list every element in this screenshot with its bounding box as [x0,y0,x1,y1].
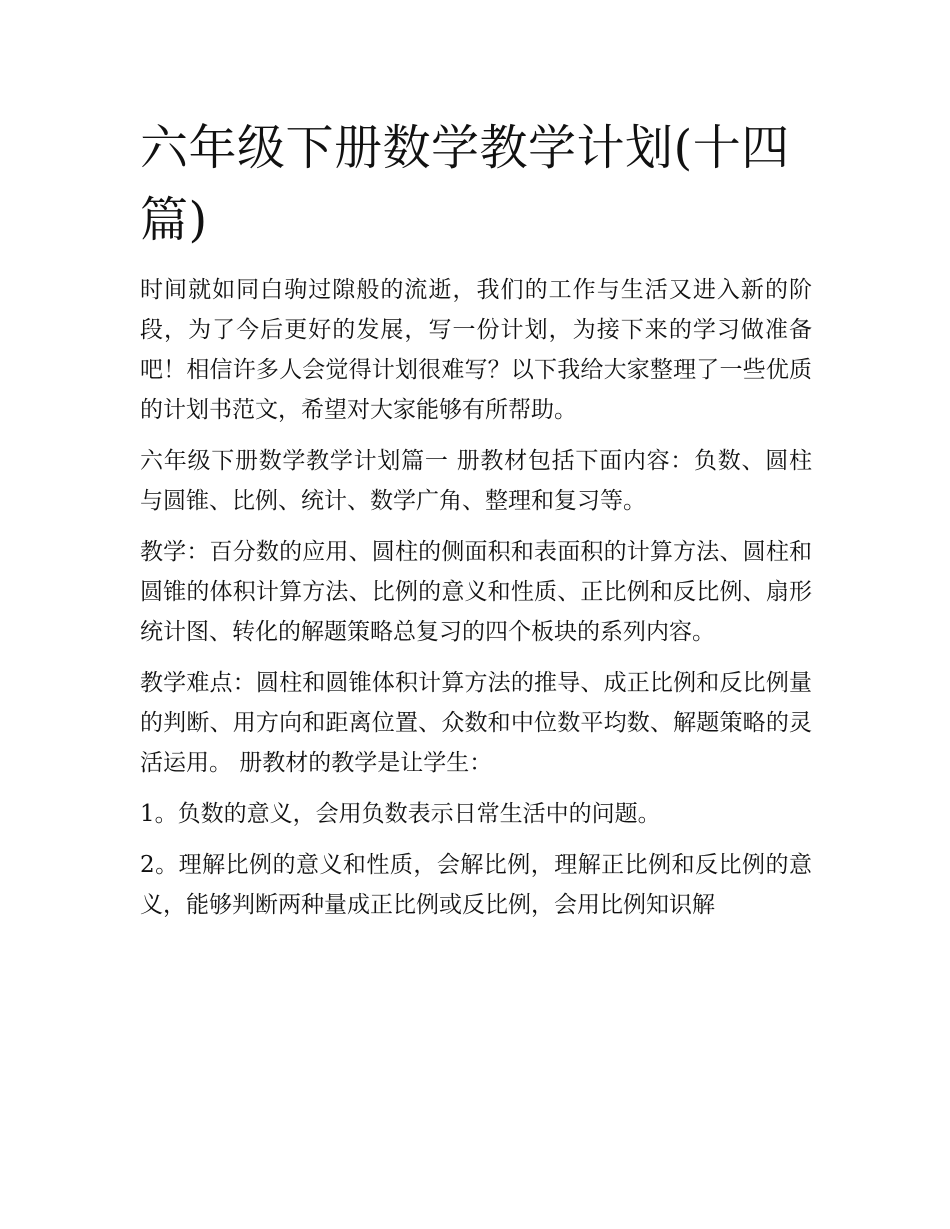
document-body [140,112,812,925]
teaching-content-paragraph: 教学：百分数的应用、圆柱的侧面积和表面积的计算方法、圆柱和圆锥的体积计算方法、比例的意义和性质、正比例和反比例、扇形统计图、转化的解题策略总复习的四个板块的系列内容。 [140,539,812,645]
section-one-paragraph: 六年级下册数学教学计划篇一 册教材包括下面内容：负数、圆柱与圆锥、比例、统计、数学广角、整理和复习等。 [140,448,812,514]
goal-item-2: 2。理解比例的意义和性质，会解比例，理解正比例和反比例的意义，能够判断两种量成正比例或反比例，会用比例知识解 [140,852,812,918]
intro-paragraph: 时间就如同白驹过隙般的流逝，我们的工作与生活又进入新的阶段，为了今后更好的发展，写一份计划，为接下来的学习做准备吧！相信许多人会觉得计划很难写？以下我给大家整理了一些优质的计划书范文，希望对大家能够有所帮助。 [140,277,812,423]
goal-item-1: 1。负数的意义，会用负数表示日常生活中的问题。 [140,801,661,827]
document-title: 六年级下册数学教学计划(十四篇) [140,120,790,248]
teaching-difficulty-paragraph: 教学难点：圆柱和圆锥体积计算方法的推导、成正比例和反比例量的判断、用方向和距离位置、众数和中位数平均数、解题策略的灵活运用。 册教材的教学是让学生： [140,670,812,776]
